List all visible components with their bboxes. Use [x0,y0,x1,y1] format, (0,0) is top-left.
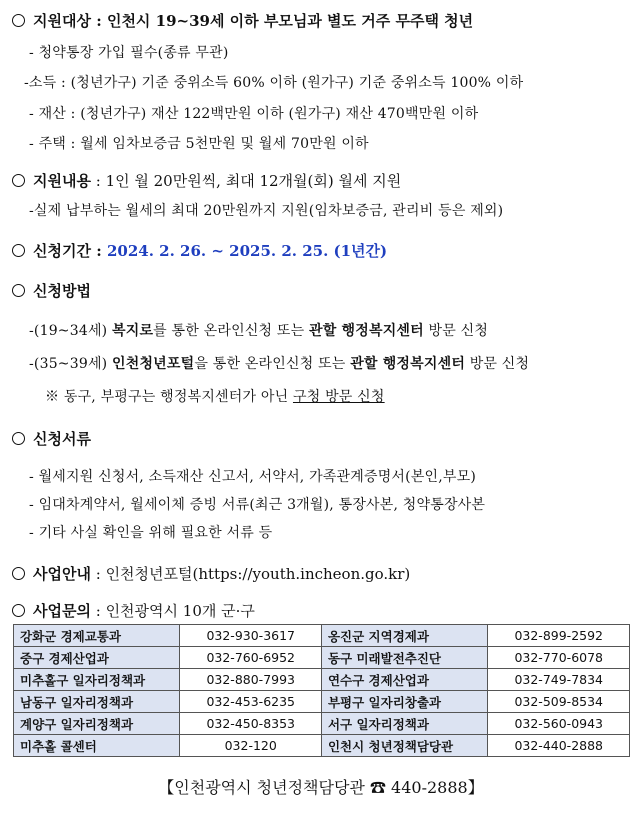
dept-cell: 옹진군 지역경제과 [321,625,487,647]
table-row [14,735,630,757]
table-row [14,647,630,669]
section-label: 신청방법 [33,282,91,300]
section-label: 신청서류 [33,430,91,448]
note-underline: 구청 방문 신청 [292,389,385,405]
phone-cell: 032-120 [180,735,322,757]
method-age: -(19~34세) [29,323,112,339]
phone-cell: 032-760-6952 [180,647,322,669]
label-separator: : [90,242,107,260]
method-text: 를 통한 온라인신청 또는 [153,323,310,339]
section-guide [12,563,410,584]
label-separator: : [90,172,106,190]
method-text: 방문 신청 [465,356,530,372]
phone-cell: 032-453-6235 [180,691,322,713]
list-item: - 청약통장 가입 필수(종류 무관) [29,45,229,61]
method-office: 관할 행정복지센터 [350,356,466,372]
circle-bullet-icon [12,604,25,617]
section-value: 인천시 19~39세 이하 부모님과 별도 거주 무주택 청년 [106,12,474,30]
phone-cell: 032-440-2888 [488,735,630,757]
circle-bullet-icon [12,174,25,187]
circle-bullet-icon [12,14,25,27]
dept-cell: 동구 미래발전추진단 [321,647,487,669]
section-content [12,170,401,191]
dept-cell: 부평구 일자리창출과 [321,691,487,713]
table-row [14,669,630,691]
method-text: 을 통한 온라인신청 또는 [194,356,351,372]
phone-cell: 032-930-3617 [180,625,322,647]
method-text: 방문 신청 [423,323,489,339]
circle-bullet-icon [12,284,25,297]
footer-contact: 【인천광역시 청년정책담당관 ☎ 440-2888】 [158,778,484,797]
label-separator: : [90,602,106,620]
period-value: 2024. 2. 26. ~ 2025. 2. 25. (1년간) [106,242,388,260]
phone-cell: 032-770-6078 [488,647,630,669]
contact-table [13,624,630,757]
method-line-1 [29,320,488,340]
list-item: - 임대차계약서, 월세이체 증빙 서류(최근 3개월), 통장사본, 청약통장사본 [29,497,486,513]
table-row [14,713,630,735]
table-row [14,691,630,713]
phone-cell: 032-560-0943 [488,713,630,735]
section-label: 지원대상 [33,12,91,30]
section-period [12,240,387,261]
list-item: - 월세지원 신청서, 소득재산 신고서, 서약서, 가족관계증명서(본인,부모) [29,469,477,485]
circle-bullet-icon [12,567,25,580]
section-method [12,280,91,301]
section-label: 지원내용 [33,172,91,190]
list-item: - 주택 : 월세 임차보증금 5천만원 및 월세 70만원 이하 [29,136,369,152]
dept-cell: 연수구 경제산업과 [321,669,487,691]
dept-cell: 서구 일자리정책과 [321,713,487,735]
method-channel: 인천청년포털 [112,356,195,372]
section-value: 인천광역시 10개 군·구 [105,602,255,620]
section-value: 1인 월 20만원씩, 최대 12개월(회) 월세 지원 [105,172,402,190]
circle-bullet-icon [12,432,25,445]
section-value: 인천청년포털(https://youth.incheon.go.kr) [105,565,411,583]
dept-cell: 중구 경제산업과 [14,647,180,669]
phone-cell: 032-749-7834 [488,669,630,691]
dept-cell: 강화군 경제교통과 [14,625,180,647]
method-office: 관할 행정복지센터 [309,323,424,339]
dept-cell: 미추홀구 일자리정책과 [14,669,180,691]
dept-cell: 미추홀 콜센터 [14,735,180,757]
list-item: -소득 : (청년가구) 기준 중위소득 60% 이하 (원가구) 기준 중위소득 100% 이하 [24,75,524,91]
list-item: - 재산 : (청년가구) 재산 122백만원 이하 (원가구) 재산 470백만원 이하 [29,106,479,122]
label-separator: : [90,565,106,583]
section-label: 신청기간 [33,242,91,260]
section-inquiry [12,600,255,621]
list-item: -실제 납부하는 월세의 최대 20만원까지 지원(임차보증금, 관리비 등은 제외) [29,203,504,219]
phone-cell: 032-450-8353 [180,713,322,735]
section-label: 사업안내 [33,565,91,583]
dept-cell: 남동구 일자리정책과 [14,691,180,713]
phone-cell: 032-880-7993 [180,669,322,691]
method-line-2 [29,353,529,373]
dept-cell: 계양구 일자리정책과 [14,713,180,735]
phone-cell: 032-899-2592 [488,625,630,647]
dept-cell: 인천시 청년정책담당관 [321,735,487,757]
list-item: - 기타 사실 확인을 위해 필요한 서류 등 [29,525,273,541]
circle-bullet-icon [12,244,25,257]
method-channel: 복지로 [112,323,154,339]
note-text: ※ 동구, 부평구는 행정복지센터가 아닌 [45,389,293,405]
method-age: -(35~39세) [29,356,112,372]
section-label: 사업문의 [33,602,91,620]
label-separator: : [90,12,107,30]
method-note [45,386,385,406]
section-target [12,10,473,31]
table-row [14,625,630,647]
section-documents [12,428,91,449]
phone-cell: 032-509-8534 [488,691,630,713]
